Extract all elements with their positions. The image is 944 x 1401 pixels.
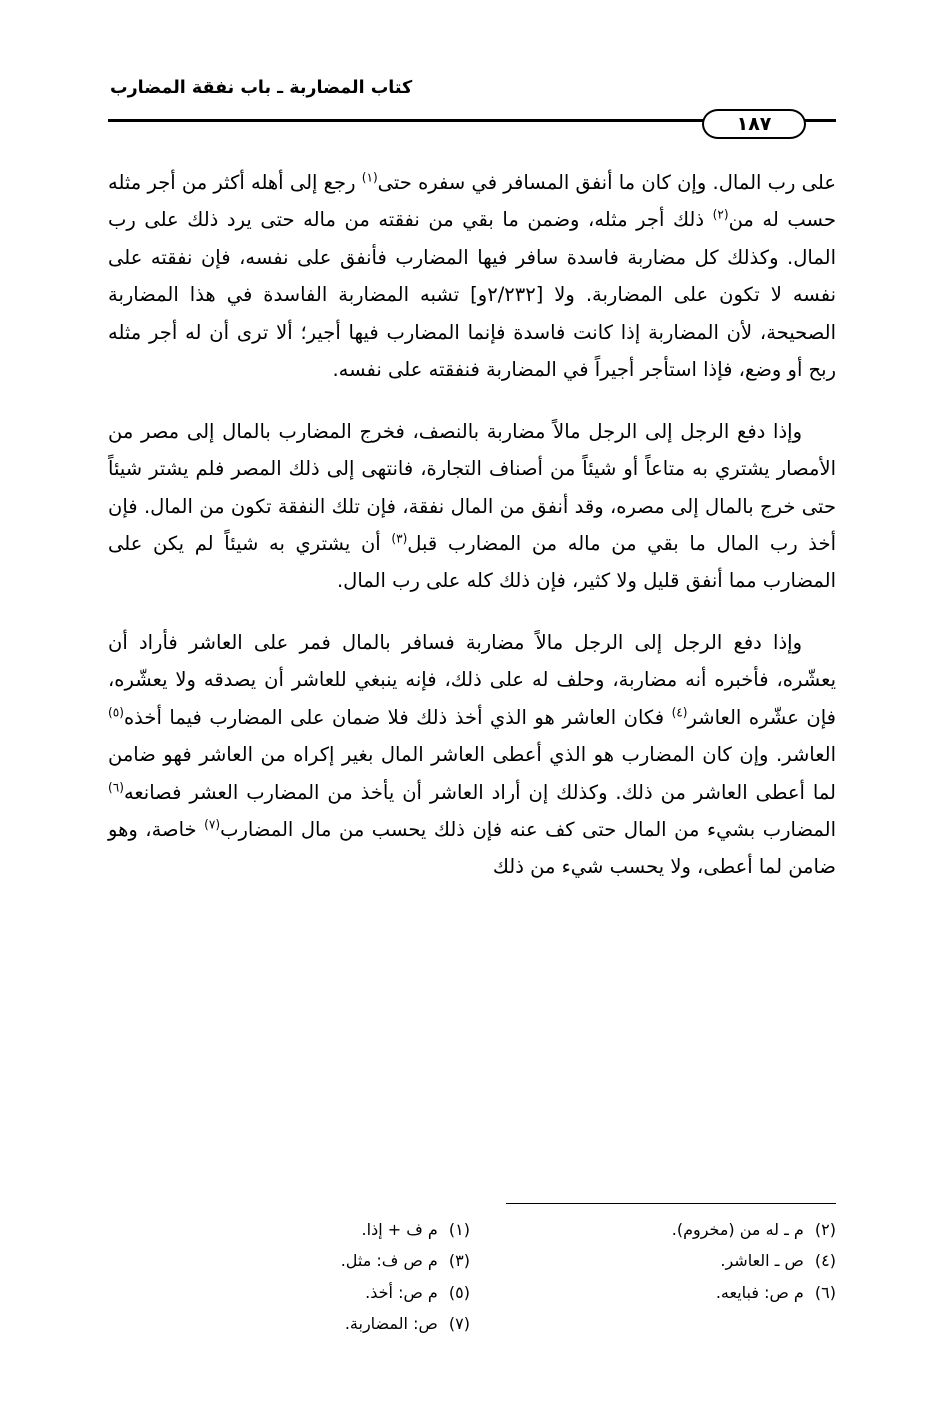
footnote-column-left — [472, 1214, 836, 1339]
footnote-text: م ص: أخذ. — [365, 1282, 438, 1302]
page-number: ١٨٧ — [702, 109, 806, 139]
paragraph: وإذا دفع الرجل إلى الرجل مالاً مضاربة بالنصف، فخرج المضارب بالمال إلى مصر من الأمصار يشتري به متاعاً أو شيئاً من أصناف التجارة، فانتهى إلى ذلك المصر فلم يشتر شيئاً حتى خرج بالمال إلى مصره، وقد أنفق من المال نفقة، فإن تلك النفقة تكون من المال. فإن أخذ رب المال ما بقي من ماله من المضارب قبل$^{(٣)}$ أن يشتري به شيئاً لم يكن على المضارب مما أنفق قليل ولا كثير، فإن ذلك كله على رب المال. — [108, 419, 836, 593]
footnote-column-right — [108, 1214, 472, 1339]
running-title: كتاب المضاربة ـ باب نفقة المضارب — [110, 78, 413, 98]
footnote-text: ص: المضاربة. — [344, 1313, 438, 1333]
footnote-text: م ـ له من (مخروم). — [671, 1220, 804, 1240]
paragraph: وإذا دفع الرجل إلى الرجل مالاً مضاربة فسافر بالمال فمر على العاشر فأراد أن يعشّره، فأخبره أنه مضاربة، وحلف له على ذلك، فإنه ينبغي للعاشر أن يصدقه ولا يعشّره، فإن عشّره العاشر$^{(٤)}$ فكان العاشر هو الذي أخذ ذلك فلا ضمان على المضارب فيما أخذه$^{(٥)}$ العاشر. وإن كان المضارب هو الذي أعطى العاشر المال بغير إكراه من العاشر فهو ضامن لما أعطى العاشر من ذلك. وكذلك إن أراد العاشر أن يأخذ من المضارب العشر فصانعه$^{(٦)}$ المضارب بشيء من المال حتى كف عنه فإن ذلك يحسب من مال المضارب$^{(٧)}$ خاصة، وهو ضامن لما أعطى، ولا يحسب شيء من ذلك — [108, 630, 836, 879]
footnote-text: ص ـ العاشر. — [720, 1251, 804, 1271]
footnote-item — [474, 1214, 836, 1245]
page-header — [108, 78, 836, 142]
footnotes-section — [108, 1203, 836, 1339]
footnote-text: م ص: فبايعه. — [715, 1282, 804, 1302]
footnote-number: (٣) — [448, 1251, 470, 1271]
footnote-number: (٥) — [448, 1282, 470, 1302]
footnote-item — [474, 1245, 836, 1276]
header-rule-area — [108, 109, 836, 135]
footnote-item — [108, 1214, 470, 1245]
footnote-number: (٢) — [814, 1220, 836, 1240]
footnote-item — [108, 1277, 470, 1308]
footnote-text: م ف + إذا. — [361, 1220, 438, 1240]
footnote-text: م ص ف: مثل. — [340, 1251, 438, 1271]
footnote-separator — [506, 1203, 836, 1205]
footnote-item — [474, 1277, 836, 1308]
footnote-item — [108, 1245, 470, 1276]
footnote-number: (٦) — [814, 1282, 836, 1302]
paragraph: على رب المال. وإن كان ما أنفق المسافر في سفره حتى$^{(١)}$ رجع إلى أهله أكثر من أجر مثله حسب له من$^{(٢)}$ ذلك أجر مثله، وضمن ما بقي من نفقته من ماله حتى يرد ذلك على رب المال. وكذلك كل مضاربة فاسدة سافر فيها المضارب فأنفق على نفسه، فإن نفقته على نفسه لا تكون على المضاربة. ولا [٢/٢٣٢و] تشبه المضاربة الفاسدة في هذا المضاربة الصحيحة، لأن المضاربة إذا كانت فاسدة فإنما المضارب فيها أجير؛ ألا ترى أن له أجر مثله ربح أو وضع، فإذا استأجر أجيراً في المضاربة فنفقته على نفسه. — [108, 170, 837, 382]
footnote-item — [108, 1308, 470, 1339]
footnote-columns — [108, 1214, 836, 1339]
body-text — [108, 164, 836, 886]
footnote-number: (١) — [448, 1220, 470, 1240]
footnote-number: (٧) — [448, 1313, 470, 1333]
footnote-number: (٤) — [814, 1251, 836, 1271]
